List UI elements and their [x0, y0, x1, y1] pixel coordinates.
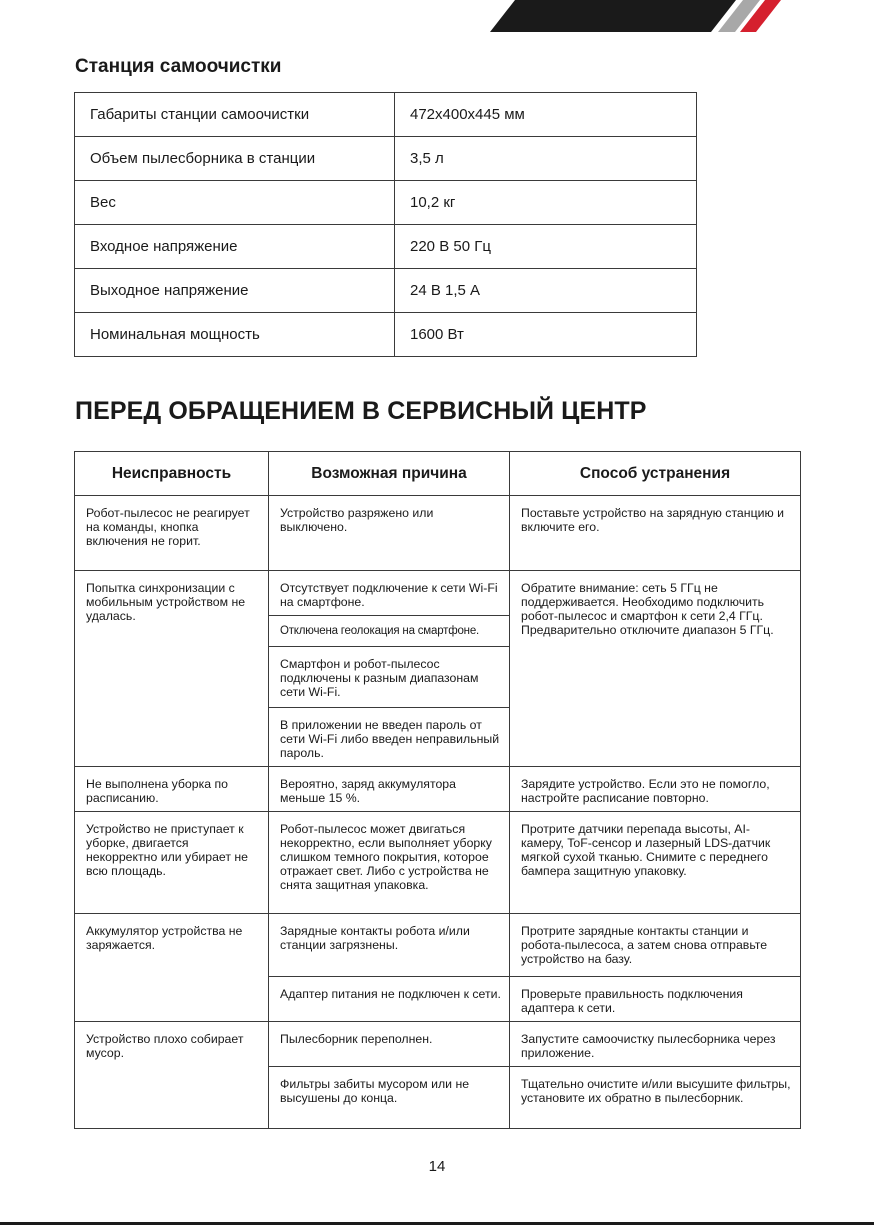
solution-cell: Протрите зарядные контакты станции и робота-пылесоса, а затем снова отправьте устройство на базу. [510, 914, 801, 977]
spec-row [75, 137, 697, 181]
spec-name: Габариты станции самоочистки [75, 93, 395, 137]
cause-cell: Устройство разряжено или выключено. [269, 496, 510, 571]
problem-cell: Не выполнена уборка по расписанию. [75, 767, 269, 812]
spec-value: 472x400x445 мм [395, 93, 697, 137]
spec-row [75, 313, 697, 357]
solution-cell: Поставьте устройство на зарядную станцию и включите его. [510, 496, 801, 571]
table-row [75, 812, 801, 914]
specs-table [74, 92, 697, 357]
cause-cell: Фильтры забиты мусором или не высушены до конца. [269, 1067, 510, 1129]
solution-cell: Зарядите устройство. Если это не помогло, настройте расписание повторно. [510, 767, 801, 812]
bottom-rule [0, 1222, 874, 1225]
main-title: ПЕРЕД ОБРАЩЕНИЕМ В СЕРВИСНЫЙ ЦЕНТР [75, 397, 647, 425]
spec-value: 3,5 л [395, 137, 697, 181]
spec-value: 10,2 кг [395, 181, 697, 225]
spec-value: 220 В 50 Гц [395, 225, 697, 269]
spec-name: Объем пылесборника в станции [75, 137, 395, 181]
dark-stripe [490, 0, 736, 32]
spec-row [75, 269, 697, 313]
cause-cell: Адаптер питания не подключен к сети. [269, 977, 510, 1022]
cause-cell: Пылесборник переполнен. [269, 1022, 510, 1067]
table-header-row [75, 452, 801, 496]
problem-cell: Устройство не приступает к уборке, двигается некорректно или убирает не всю площадь. [75, 812, 269, 914]
table-row [75, 914, 801, 977]
cause-cell: В приложении не введен пароль от сети Wi-Fi либо введен неправильный пароль. [269, 708, 510, 767]
problem-cell: Аккумулятор устройства не заряжается. [75, 914, 269, 1022]
problem-cell: Устройство плохо собирает мусор. [75, 1022, 269, 1129]
troubleshooting-table [74, 451, 801, 1129]
spec-name: Входное напряжение [75, 225, 395, 269]
header-stripes-decoration [0, 0, 874, 40]
spec-row [75, 181, 697, 225]
cause-cell: Робот-пылесос может двигаться некорректно, если выполняет уборку слишком темного покрытия, которое отражает свет. Либо с устройства не снята защитная упаковка. [269, 812, 510, 914]
problem-cell: Робот-пылесос не реагирует на команды, кнопка включения не горит. [75, 496, 269, 571]
table-row [75, 767, 801, 812]
header-problem: Неисправность [75, 452, 269, 496]
header-cause: Возможная причина [269, 452, 510, 496]
table-row [75, 1022, 801, 1067]
spec-row [75, 93, 697, 137]
problem-cell: Попытка синхронизации с мобильным устройством не удалась. [75, 571, 269, 767]
solution-cell: Проверьте правильность подключения адаптера к сети. [510, 977, 801, 1022]
table-row [75, 571, 801, 616]
page-number: 14 [428, 1158, 446, 1175]
spec-name: Выходное напряжение [75, 269, 395, 313]
spec-row [75, 225, 697, 269]
cause-cell: Вероятно, заряд аккумулятора меньше 15 %. [269, 767, 510, 812]
solution-cell: Запустите самоочистку пылесборника через приложение. [510, 1022, 801, 1067]
cause-cell: Зарядные контакты робота и/или станции загрязнены. [269, 914, 510, 977]
spec-value: 1600 Вт [395, 313, 697, 357]
spec-name: Вес [75, 181, 395, 225]
header-solution: Способ устранения [510, 452, 801, 496]
cause-cell: Смартфон и робот-пылесос подключены к разным диапазонам сети Wi-Fi. [269, 647, 510, 708]
solution-cell: Протрите датчики перепада высоты, AI-камеру, ToF-сенсор и лазерный LDS-датчик мягкой сухой тканью. Снимите с переднего бампера защитную упаковку. [510, 812, 801, 914]
table-row [75, 496, 801, 571]
section-title: Станция самоочистки [75, 56, 282, 77]
spec-name: Номинальная мощность [75, 313, 395, 357]
cause-cell: Отсутствует подключение к сети Wi-Fi на смартфоне. [269, 571, 510, 616]
solution-cell: Обратите внимание: сеть 5 ГГц не поддерживается. Необходимо подключить робот-пылесос и смартфон к сети 2,4 ГГц. Предварительно отключите диапазон 5 ГГц. [510, 571, 801, 767]
solution-cell: Тщательно очистите и/или высушите фильтры, установите их обратно в пылесборник. [510, 1067, 801, 1129]
cause-cell: Отключена геолокация на смартфоне. [269, 616, 510, 647]
spec-value: 24 В 1,5 А [395, 269, 697, 313]
